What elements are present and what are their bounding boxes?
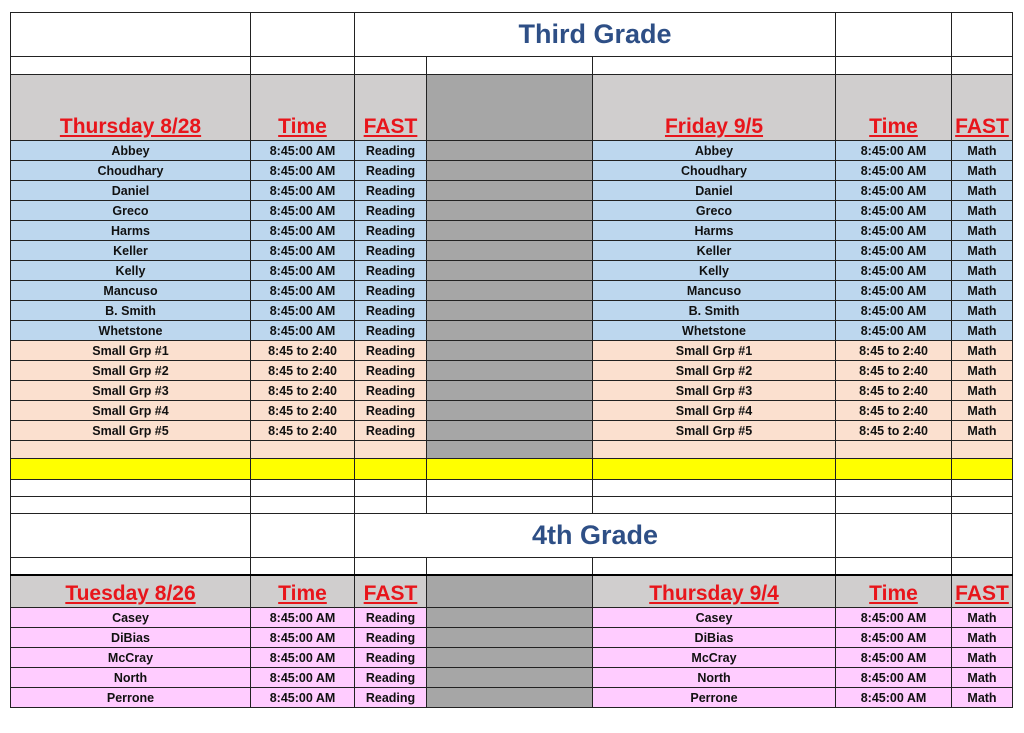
fast-header-right: FAST [952, 575, 1013, 608]
blank-cell [427, 497, 593, 514]
time-header-right: Time [836, 575, 952, 608]
time-left: 8:45:00 AM [251, 301, 355, 321]
schedule-row [11, 668, 1013, 688]
teacher-name-left: McCray [11, 648, 251, 668]
column-header-row [11, 575, 1013, 608]
subject-right: Math [952, 161, 1013, 181]
blank-cell [251, 441, 355, 459]
subject-right: Math [952, 648, 1013, 668]
divider-cell [427, 668, 593, 688]
teacher-name-right: Casey [593, 608, 836, 628]
divider-cell [427, 281, 593, 301]
divider-cell [427, 688, 593, 708]
divider-cell [427, 648, 593, 668]
teacher-name-left: Abbey [11, 141, 251, 161]
teacher-name-right: McCray [593, 648, 836, 668]
teacher-name-left: B. Smith [11, 301, 251, 321]
time-right: 8:45 to 2:40 [836, 401, 952, 421]
time-left: 8:45:00 AM [251, 608, 355, 628]
time-left: 8:45:00 AM [251, 141, 355, 161]
blank-cell [593, 497, 836, 514]
time-left: 8:45:00 AM [251, 201, 355, 221]
subject-left: Reading [355, 628, 427, 648]
teacher-name-right: Whetstone [593, 321, 836, 341]
schedule-row [11, 381, 1013, 401]
teacher-name-left: Kelly [11, 261, 251, 281]
blank-cell [355, 57, 427, 75]
time-right: 8:45:00 AM [836, 628, 952, 648]
blank-cell [952, 497, 1013, 514]
subject-right: Math [952, 241, 1013, 261]
schedule-row [11, 281, 1013, 301]
empty-peach-row [11, 441, 1013, 459]
subject-left: Reading [355, 241, 427, 261]
blank-cell [836, 480, 952, 497]
divider-cell [427, 341, 593, 361]
time-right: 8:45 to 2:40 [836, 341, 952, 361]
time-left: 8:45:00 AM [251, 241, 355, 261]
day-header-right: Friday 9/5 [593, 75, 836, 141]
subject-left: Reading [355, 361, 427, 381]
blank-cell [11, 13, 251, 57]
teacher-name-right: Small Grp #5 [593, 421, 836, 441]
teacher-name-left: Harms [11, 221, 251, 241]
schedule-row [11, 361, 1013, 381]
fast-schedule-table [10, 12, 1013, 708]
subject-left: Reading [355, 321, 427, 341]
time-left: 8:45:00 AM [251, 181, 355, 201]
blank-cell [355, 480, 427, 497]
schedule-row [11, 628, 1013, 648]
subject-left: Reading [355, 341, 427, 361]
time-right: 8:45:00 AM [836, 648, 952, 668]
time-right: 8:45:00 AM [836, 261, 952, 281]
teacher-name-right: Small Grp #2 [593, 361, 836, 381]
teacher-name-left: Perrone [11, 688, 251, 708]
subject-left: Reading [355, 181, 427, 201]
blank-cell [593, 441, 836, 459]
column-header-row [11, 75, 1013, 141]
teacher-name-right: Small Grp #3 [593, 381, 836, 401]
time-left: 8:45:00 AM [251, 261, 355, 281]
schedule-row [11, 181, 1013, 201]
subject-right: Math [952, 628, 1013, 648]
schedule-row [11, 321, 1013, 341]
schedule-row [11, 688, 1013, 708]
blank-cell [11, 57, 251, 75]
blank-cell [251, 57, 355, 75]
subject-left: Reading [355, 221, 427, 241]
spacer-row [11, 558, 1013, 575]
blank-cell [593, 480, 836, 497]
schedule-row [11, 241, 1013, 261]
highlight-cell [836, 459, 952, 480]
subject-right: Math [952, 421, 1013, 441]
blank-cell [593, 558, 836, 575]
subject-left: Reading [355, 141, 427, 161]
subject-right: Math [952, 321, 1013, 341]
subject-left: Reading [355, 161, 427, 181]
time-right: 8:45:00 AM [836, 301, 952, 321]
schedule-sheet [10, 12, 1013, 708]
divider-cell [427, 608, 593, 628]
teacher-name-right: Small Grp #1 [593, 341, 836, 361]
grade-title-row [11, 13, 1013, 57]
time-left: 8:45:00 AM [251, 221, 355, 241]
grade-title: 4th Grade [355, 514, 836, 558]
blank-cell [836, 57, 952, 75]
blank-cell [952, 558, 1013, 575]
teacher-name-right: Perrone [593, 688, 836, 708]
time-right: 8:45:00 AM [836, 321, 952, 341]
time-left: 8:45 to 2:40 [251, 381, 355, 401]
subject-left: Reading [355, 648, 427, 668]
divider-cell [427, 241, 593, 261]
subject-right: Math [952, 301, 1013, 321]
blank-cell [836, 514, 952, 558]
blank-cell [251, 497, 355, 514]
blank-cell [251, 13, 355, 57]
blank-cell [952, 13, 1013, 57]
subject-right: Math [952, 341, 1013, 361]
divider-cell [427, 381, 593, 401]
divider-cell [427, 575, 593, 608]
teacher-name-left: Whetstone [11, 321, 251, 341]
teacher-name-right: Daniel [593, 181, 836, 201]
time-left: 8:45 to 2:40 [251, 361, 355, 381]
time-right: 8:45:00 AM [836, 181, 952, 201]
subject-left: Reading [355, 608, 427, 628]
subject-right: Math [952, 221, 1013, 241]
teacher-name-left: Small Grp #3 [11, 381, 251, 401]
time-left: 8:45 to 2:40 [251, 401, 355, 421]
subject-left: Reading [355, 261, 427, 281]
teacher-name-left: DiBias [11, 628, 251, 648]
blank-cell [593, 57, 836, 75]
blank-cell [355, 441, 427, 459]
divider-cell [427, 161, 593, 181]
teacher-name-left: Small Grp #4 [11, 401, 251, 421]
fast-header-left: FAST [355, 75, 427, 141]
teacher-name-right: B. Smith [593, 301, 836, 321]
divider-cell [427, 421, 593, 441]
subject-right: Math [952, 141, 1013, 161]
subject-right: Math [952, 608, 1013, 628]
subject-right: Math [952, 181, 1013, 201]
schedule-row [11, 221, 1013, 241]
blank-cell [952, 441, 1013, 459]
time-left: 8:45:00 AM [251, 688, 355, 708]
teacher-name-left: Small Grp #1 [11, 341, 251, 361]
blank-cell [355, 497, 427, 514]
subject-right: Math [952, 688, 1013, 708]
teacher-name-left: Mancuso [11, 281, 251, 301]
time-right: 8:45:00 AM [836, 668, 952, 688]
teacher-name-right: DiBias [593, 628, 836, 648]
schedule-row [11, 141, 1013, 161]
subject-right: Math [952, 361, 1013, 381]
time-left: 8:45:00 AM [251, 668, 355, 688]
time-right: 8:45 to 2:40 [836, 361, 952, 381]
schedule-row [11, 261, 1013, 281]
time-right: 8:45:00 AM [836, 141, 952, 161]
divider-cell [427, 441, 593, 459]
subject-right: Math [952, 201, 1013, 221]
highlight-row [11, 459, 1013, 480]
blank-cell [251, 558, 355, 575]
teacher-name-left: Small Grp #2 [11, 361, 251, 381]
day-header-left: Tuesday 8/26 [11, 575, 251, 608]
highlight-cell [11, 459, 251, 480]
divider-cell [427, 361, 593, 381]
divider-cell [427, 75, 593, 141]
time-right: 8:45:00 AM [836, 281, 952, 301]
time-left: 8:45 to 2:40 [251, 341, 355, 361]
time-right: 8:45:00 AM [836, 161, 952, 181]
time-left: 8:45 to 2:40 [251, 421, 355, 441]
schedule-row [11, 421, 1013, 441]
subject-left: Reading [355, 668, 427, 688]
teacher-name-left: North [11, 668, 251, 688]
blank-cell [952, 57, 1013, 75]
spacer-row [11, 480, 1013, 497]
grade-title-row [11, 514, 1013, 558]
time-right: 8:45:00 AM [836, 688, 952, 708]
schedule-row [11, 161, 1013, 181]
grade-title: Third Grade [355, 13, 836, 57]
schedule-row [11, 401, 1013, 421]
blank-cell [427, 558, 593, 575]
time-left: 8:45:00 AM [251, 281, 355, 301]
teacher-name-left: Daniel [11, 181, 251, 201]
spacer-row [11, 497, 1013, 514]
day-header-right: Thursday 9/4 [593, 575, 836, 608]
blank-cell [836, 441, 952, 459]
schedule-row [11, 648, 1013, 668]
teacher-name-right: Harms [593, 221, 836, 241]
teacher-name-right: Greco [593, 201, 836, 221]
subject-right: Math [952, 281, 1013, 301]
subject-right: Math [952, 401, 1013, 421]
teacher-name-right: Mancuso [593, 281, 836, 301]
divider-cell [427, 261, 593, 281]
blank-cell [952, 480, 1013, 497]
highlight-cell [251, 459, 355, 480]
schedule-row [11, 608, 1013, 628]
time-header-right: Time [836, 75, 952, 141]
time-left: 8:45:00 AM [251, 648, 355, 668]
time-header-left: Time [251, 575, 355, 608]
subject-left: Reading [355, 401, 427, 421]
blank-cell [836, 558, 952, 575]
time-left: 8:45:00 AM [251, 321, 355, 341]
subject-left: Reading [355, 688, 427, 708]
highlight-cell [355, 459, 427, 480]
time-right: 8:45:00 AM [836, 608, 952, 628]
teacher-name-left: Small Grp #5 [11, 421, 251, 441]
teacher-name-right: Choudhary [593, 161, 836, 181]
blank-cell [952, 514, 1013, 558]
schedule-row [11, 341, 1013, 361]
divider-cell [427, 401, 593, 421]
teacher-name-left: Keller [11, 241, 251, 261]
schedule-row [11, 301, 1013, 321]
time-right: 8:45 to 2:40 [836, 381, 952, 401]
blank-cell [11, 514, 251, 558]
divider-cell [427, 628, 593, 648]
subject-right: Math [952, 668, 1013, 688]
blank-cell [11, 497, 251, 514]
subject-left: Reading [355, 421, 427, 441]
spacer-row [11, 57, 1013, 75]
blank-cell [251, 514, 355, 558]
teacher-name-left: Casey [11, 608, 251, 628]
time-left: 8:45:00 AM [251, 161, 355, 181]
teacher-name-right: Kelly [593, 261, 836, 281]
blank-cell [427, 480, 593, 497]
teacher-name-left: Choudhary [11, 161, 251, 181]
teacher-name-left: Greco [11, 201, 251, 221]
blank-cell [836, 13, 952, 57]
time-right: 8:45:00 AM [836, 221, 952, 241]
teacher-name-right: Abbey [593, 141, 836, 161]
subject-left: Reading [355, 381, 427, 401]
day-header-left: Thursday 8/28 [11, 75, 251, 141]
teacher-name-right: North [593, 668, 836, 688]
time-right: 8:45:00 AM [836, 241, 952, 261]
subject-right: Math [952, 381, 1013, 401]
subject-right: Math [952, 261, 1013, 281]
divider-cell [427, 221, 593, 241]
divider-cell [427, 181, 593, 201]
subject-left: Reading [355, 201, 427, 221]
highlight-cell [427, 459, 593, 480]
time-header-left: Time [251, 75, 355, 141]
blank-cell [11, 558, 251, 575]
divider-cell [427, 201, 593, 221]
blank-cell [11, 441, 251, 459]
highlight-cell [952, 459, 1013, 480]
blank-cell [11, 480, 251, 497]
divider-cell [427, 301, 593, 321]
highlight-cell [593, 459, 836, 480]
subject-left: Reading [355, 301, 427, 321]
schedule-row [11, 201, 1013, 221]
fast-header-right: FAST [952, 75, 1013, 141]
subject-left: Reading [355, 281, 427, 301]
divider-cell [427, 141, 593, 161]
divider-cell [427, 321, 593, 341]
blank-cell [355, 558, 427, 575]
teacher-name-right: Keller [593, 241, 836, 261]
blank-cell [836, 497, 952, 514]
time-left: 8:45:00 AM [251, 628, 355, 648]
fast-header-left: FAST [355, 575, 427, 608]
blank-cell [251, 480, 355, 497]
time-right: 8:45:00 AM [836, 201, 952, 221]
blank-cell [427, 57, 593, 75]
teacher-name-right: Small Grp #4 [593, 401, 836, 421]
time-right: 8:45 to 2:40 [836, 421, 952, 441]
